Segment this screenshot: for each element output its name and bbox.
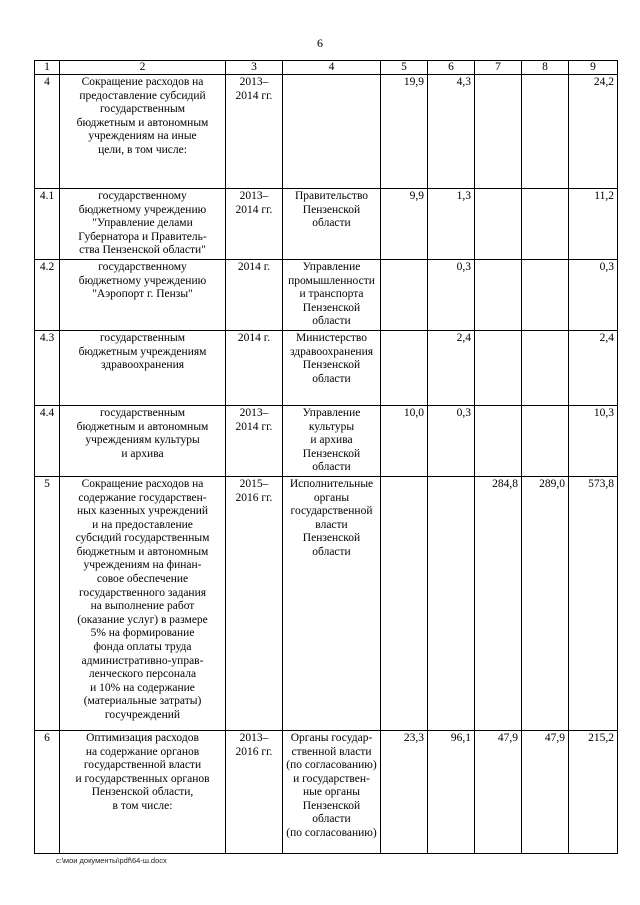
cell-row-number: 4.2 (35, 259, 60, 330)
table-row (35, 405, 618, 476)
cell-row-number: 4.3 (35, 330, 60, 405)
cell-measure-name: государственным бюджетным и автономным учреждениям культуры и архива (60, 405, 226, 476)
cell-row-number: 5 (35, 476, 60, 730)
table-row (35, 259, 618, 330)
cell-executor: Управление промышленности и транспорта Пензенской области (283, 259, 381, 330)
cell-value-col-9: 215,2 (569, 730, 618, 853)
cell-value-col-7 (475, 405, 522, 476)
cell-value-col-9: 11,2 (569, 189, 618, 260)
cell-executor (283, 75, 381, 189)
cell-value-col-9: 2,4 (569, 330, 618, 405)
cell-value-col-5 (381, 476, 428, 730)
column-number-8: 8 (522, 61, 569, 75)
column-number-9: 9 (569, 61, 618, 75)
table-row (35, 189, 618, 260)
cell-value-col-8 (522, 405, 569, 476)
cell-value-col-5: 10,0 (381, 405, 428, 476)
cell-value-col-5: 9,9 (381, 189, 428, 260)
cell-value-col-7: 47,9 (475, 730, 522, 853)
cell-executor: Управление культуры и архива Пензенской области (283, 405, 381, 476)
cell-measure-name: государственным бюджетным учреждениям здравоохранения (60, 330, 226, 405)
cell-value-col-8: 289,0 (522, 476, 569, 730)
column-number-1: 1 (35, 61, 60, 75)
cell-value-col-7: 284,8 (475, 476, 522, 730)
page-number: 6 (317, 36, 323, 50)
cell-value-col-7 (475, 189, 522, 260)
cell-row-number: 4.4 (35, 405, 60, 476)
cell-row-number: 6 (35, 730, 60, 853)
cell-value-col-8: 47,9 (522, 730, 569, 853)
cell-executor: Органы государ- ственной власти (по согласованию) и государствен- ные органы Пензенской области (по согласованию) (283, 730, 381, 853)
cell-measure-name: Сокращение расходов на предоставление субсидий государственным бюджетным и автономным учреждениям на иные цели, в том числе: (60, 75, 226, 189)
cell-value-col-7 (475, 259, 522, 330)
cell-period: 2013– 2016 гг. (226, 730, 283, 853)
cell-value-col-9: 0,3 (569, 259, 618, 330)
cell-measure-name: Оптимизация расходов на содержание органов государственной власти и государственных органов Пензенской области, в том числе: (60, 730, 226, 853)
table-row (35, 330, 618, 405)
cell-executor: Правительство Пензенской области (283, 189, 381, 260)
cell-period: 2014 г. (226, 330, 283, 405)
cell-measure-name: государственному бюджетному учреждению "Аэропорт г. Пензы" (60, 259, 226, 330)
cell-value-col-9: 10,3 (569, 405, 618, 476)
cell-period: 2013– 2014 гг. (226, 189, 283, 260)
cell-executor: Исполнительные органы государственной власти Пензенской области (283, 476, 381, 730)
cell-value-col-7 (475, 75, 522, 189)
cell-value-col-8 (522, 75, 569, 189)
measures-table (34, 60, 618, 854)
cell-value-col-6 (428, 476, 475, 730)
cell-value-col-6: 96,1 (428, 730, 475, 853)
cell-value-col-5 (381, 259, 428, 330)
table-row (35, 75, 618, 189)
cell-row-number: 4.1 (35, 189, 60, 260)
cell-measure-name: Сокращение расходов на содержание государствен- ных казенных учреждений и на предоставление субсидий государственным бюджетным и автономным учреждениям на финан- совое обеспечение государственного задания на выполнение работ (оказание услуг) в размере 5% на формирование фонда оплаты труда административно-управ- ленческого персонала и 10% на содержание (материальные затраты) госучреждений (60, 476, 226, 730)
cell-period: 2015– 2016 гг. (226, 476, 283, 730)
table-row (35, 476, 618, 730)
table-header-row (35, 61, 618, 75)
cell-period: 2013– 2014 гг. (226, 405, 283, 476)
cell-value-col-9: 573,8 (569, 476, 618, 730)
table-row (35, 730, 618, 853)
column-number-5: 5 (381, 61, 428, 75)
column-number-2: 2 (60, 61, 226, 75)
cell-value-col-5 (381, 330, 428, 405)
column-number-3: 3 (226, 61, 283, 75)
cell-value-col-7 (475, 330, 522, 405)
cell-value-col-6: 2,4 (428, 330, 475, 405)
cell-period: 2014 г. (226, 259, 283, 330)
cell-measure-name: государственному бюджетному учреждению "Управление делами Губернатора и Правитель- ства Пензенской области" (60, 189, 226, 260)
column-number-6: 6 (428, 61, 475, 75)
cell-value-col-8 (522, 189, 569, 260)
cell-row-number: 4 (35, 75, 60, 189)
cell-value-col-9: 24,2 (569, 75, 618, 189)
cell-value-col-6: 4,3 (428, 75, 475, 189)
column-number-4: 4 (283, 61, 381, 75)
column-number-7: 7 (475, 61, 522, 75)
cell-value-col-6: 0,3 (428, 405, 475, 476)
cell-executor: Министерство здравоохранения Пензенской области (283, 330, 381, 405)
cell-value-col-6: 0,3 (428, 259, 475, 330)
cell-value-col-8 (522, 330, 569, 405)
file-path-footer: c:\мои документы\pdf\64-ш.docx (56, 856, 167, 865)
cell-value-col-6: 1,3 (428, 189, 475, 260)
cell-value-col-5: 23,3 (381, 730, 428, 853)
cell-value-col-8 (522, 259, 569, 330)
cell-period: 2013– 2014 гг. (226, 75, 283, 189)
cell-value-col-5: 19,9 (381, 75, 428, 189)
